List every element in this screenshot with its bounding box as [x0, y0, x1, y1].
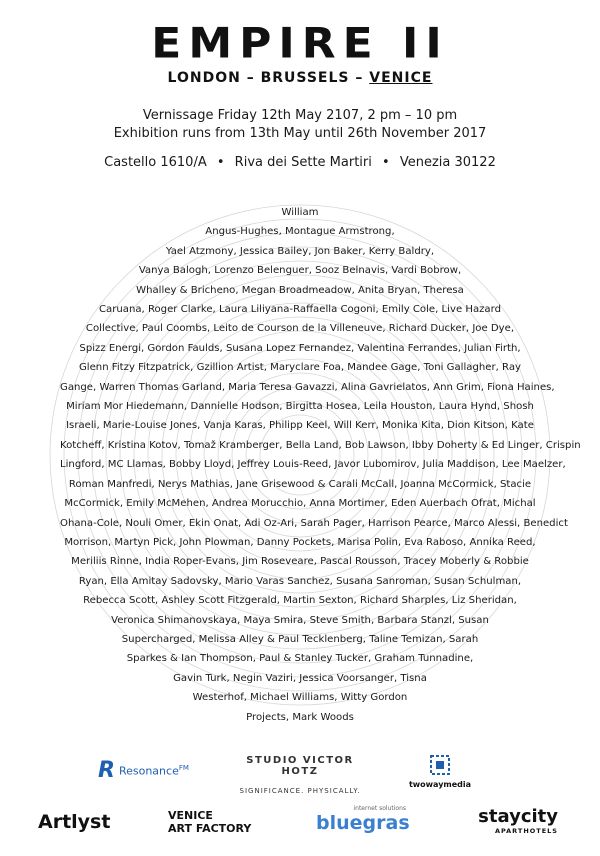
sponsor-row-bottom [0, 805, 600, 850]
twowaymedia-logo [406, 755, 474, 789]
svh-name: STUDIO VICTOR HOTZ [246, 755, 354, 777]
city-brussels: BRUSSELS [260, 70, 350, 86]
bullet-separator: • [216, 155, 225, 170]
artist-list-line: Whalley & Bricheno, Megan Broadmeadow, Anita Bryan, Theresa [136, 284, 464, 296]
sponsor-row-top [0, 750, 600, 795]
address-part: Riva dei Sette Martiri [234, 155, 372, 170]
artist-list [60, 203, 581, 727]
artist-list-line: McCormick, Emily McMehen, Andrea Morucchio, Anna Mortimer, Eden Auerbach Ofrat, Michal [64, 498, 536, 510]
artist-list-line: Caruana, Roger Clarke, Laura Liliyana-Raffaella Cogoni, Emily Cole, Live Hazard [98, 304, 501, 316]
venice-art-factory-logo: VENICE ART FACTORY [168, 809, 252, 835]
staycity-name: staycity [478, 806, 558, 827]
artist-list-line: Sparkes & Ian Thompson, Paul & Stanley Tucker, Graham Tunnadine, [126, 653, 474, 665]
artist-list-line: Veronica Shimanovskaya, Maya Smira, Steve Smith, Barbara Stanzl, Susan [111, 614, 489, 626]
artist-list-line: Collective, Paul Coombs, Leito de Courson de la Villeneuve, Richard Ducker, Joe Dye, [85, 323, 515, 335]
artist-list-line: Roman Manfredi, Nerys Mathias, Jane Grisewood & Carali McCall, Joanna McCormick, Stacie [68, 478, 532, 490]
bullet-separator: • [382, 155, 390, 170]
city-london: LONDON [167, 70, 241, 86]
city-dash: – [355, 70, 364, 86]
header [0, 20, 600, 86]
artist-list-line: Ryan, Ella Amitay Sadovsky, Mario Varas Sanchez, Susana Sanroman, Susan Schulman, [78, 575, 522, 587]
artist-list-line: Westerhof, Michael Williams, Witty Gordon [192, 692, 408, 704]
artist-list-line: Projects, Mark Woods [246, 711, 354, 723]
twowaymedia-icon [406, 755, 474, 780]
artist-list-line: Vanya Balogh, Lorenzo Belenguer, Sooz Belnavis, Vardi Bobrow, [138, 265, 462, 277]
address-line [0, 155, 600, 170]
studio-victor-hotz-logo [230, 755, 370, 795]
event-info [0, 107, 600, 143]
artist-list-line: Ohana-Cole, Nouli Omer, Ekin Onat, Adi Oz-Ari, Sarah Pager, Harrison Pearce, Marco Alessi, Benedict [60, 517, 568, 529]
address-part: Venezia 30122 [399, 155, 496, 170]
bluegras-logo [316, 805, 410, 834]
artist-list-line: William [281, 207, 319, 218]
artist-list-line: Gange, Warren Thomas Garland, Maria Teresa Gavazzi, Alina Gavrielatos, Ann Grim, Fiona Haines, [60, 381, 555, 393]
artist-list-line: Morrison, Martyn Pick, John Plowman, Danny Pockets, Marisa Polin, Eva Raboso, Annika Reed, [64, 536, 536, 548]
artist-list-line: Israeli, Marie-Louise Jones, Vanja Karas, Philipp Keel, Will Kerr, Monika Kita, Dion Kitson, Kate [66, 420, 534, 432]
city-dash: – [246, 70, 255, 86]
staycity-tagline: APARTHOTELS [494, 827, 558, 835]
artist-list-line: Miriam Mor Hiedemann, Dannielle Hodson, Birgitta Hosea, Leila Houston, Laura Hynd, Shosh [66, 401, 534, 413]
artist-list-line: Kotcheff, Kristina Kotov, Tomaž Kramberger, Bella Land, Bob Lawson, Ibby Doherty & Ed Linger, Crispin [60, 439, 581, 451]
address-part: Castello 1610/A [104, 155, 207, 170]
artist-list-line: Supercharged, Melissa Alley & Paul Tecklenberg, Taline Temizan, Sarah [121, 633, 479, 645]
artlyst-logo: Artlyst [38, 811, 111, 833]
staycity-logo [468, 807, 558, 835]
empire-logo: EMPIRE II [151, 19, 449, 68]
artist-list-line: Gavin Turk, Negin Vaziri, Jessica Voorsanger, Tisna [173, 672, 427, 684]
twowaymedia-name: twowaymedia [408, 780, 472, 789]
artist-list-line: Rebecca Scott, Ashley Scott Fitzgerald, Martin Sexton, Richard Sharples, Liz Sheridan, [83, 595, 517, 607]
exhibition-dates-line: Exhibition runs from 13th May until 26th November 2017 [113, 126, 487, 141]
artist-list-line: Angus-Hughes, Montague Armstrong, [205, 226, 395, 238]
vernissage-line: Vernissage Friday 12th May 2107, 2 pm – 10 pm [142, 108, 458, 123]
artist-list-line: Glenn Fitzy Fitzpatrick, Gzillion Artist, Maryclare Foa, Mandee Gage, Toni Gallagher, Ray [78, 362, 522, 374]
resonance-icon: R [98, 758, 115, 783]
bluegras-tagline: internet solutions [353, 805, 406, 812]
artist-list-line: Meriliis Rinne, India Roper-Evans, Jim Roseveare, Pascal Rousson, Tracey Moberly & Robbie [71, 556, 529, 568]
artist-list-line: Spizz Energi, Gordon Faulds, Susana Lopez Fernandez, Valentina Ferrandes, Julian Firth, [79, 342, 521, 354]
cities-line [0, 70, 600, 86]
resonance-name: Resonance$^{FM}$ [118, 763, 189, 778]
artist-list-line: Lingford, MC Llamas, Bobby Lloyd, Jeffrey Louis-Reed, Javor Lubomirov, Julia Maddison, Lee Maelzer, [60, 459, 566, 471]
resonance-fm-logo [98, 758, 189, 783]
artist-list-line: Yael Atzmony, Jessica Bailey, Jon Baker, Kerry Baldry, [165, 245, 435, 257]
svh-tagline: SIGNIFICANCE. PHYSICALLY. [239, 787, 361, 795]
city-venice: VENICE [369, 70, 433, 86]
bluegras-name: bluegras [316, 812, 410, 834]
